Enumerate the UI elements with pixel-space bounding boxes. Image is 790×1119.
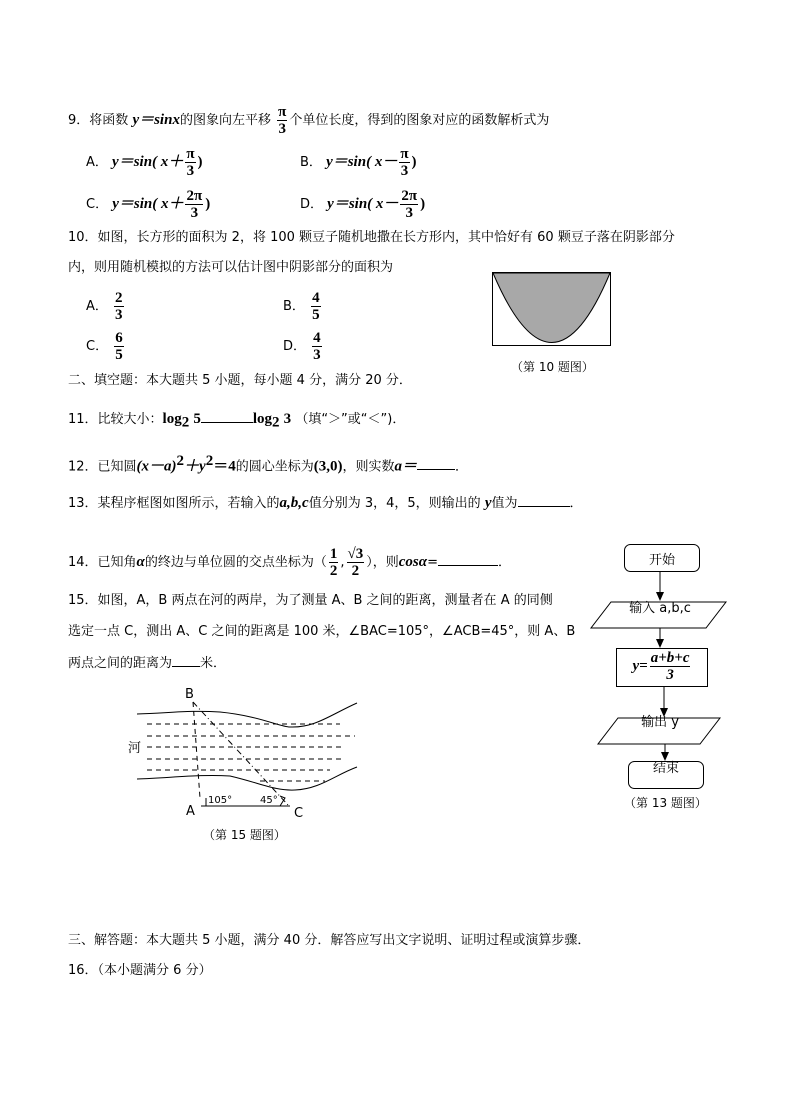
log-base: 2 (181, 414, 190, 431)
log-arg: 3 (283, 411, 292, 427)
q10-caption: （第 10 题图） (511, 360, 594, 374)
center-point: (3,0) (313, 458, 343, 475)
q10-line-2: 内，则用随机模拟的方法可以估计图中阴影部分的面积为 (68, 260, 394, 275)
paren: ) (197, 154, 203, 170)
label-river: 河 (128, 741, 142, 756)
period: ． (569, 496, 583, 511)
q9-option-c (86, 188, 210, 221)
q10-option-b (283, 290, 323, 323)
angle-a-label: 105° (208, 795, 233, 806)
question-12 (68, 452, 468, 476)
question-14: 14．已知角α的终边与单位圆的交点坐标为（ $\frac{1}{2}$ , $\frac{√3}{2}$ ），则cosα= ． (68, 546, 511, 579)
q9-shift-fraction (277, 104, 287, 137)
answer-blank[interactable] (172, 654, 200, 667)
q12-text: ，则实数 (342, 459, 395, 475)
option-label: C． (86, 339, 109, 354)
numerator: √3 (347, 546, 364, 562)
lhs: y= (632, 658, 648, 674)
shaded-parabola (493, 273, 610, 343)
period: ． (497, 555, 511, 570)
q9-option-d (300, 188, 425, 221)
q12-text: 12．已知圆 (68, 459, 137, 475)
denominator: 3 (313, 347, 321, 363)
period: ． (455, 459, 469, 475)
option-fraction (312, 330, 322, 363)
denominator: 2 (329, 563, 338, 579)
q11-text: 11．比较大小： (68, 412, 163, 427)
option-fraction (400, 188, 418, 221)
q13-text: 13．某程序框图如图所示，若输入的 (68, 496, 280, 511)
denominator: 3 (190, 205, 199, 221)
flow-end: 结束 (652, 761, 679, 776)
denominator: 3 (405, 205, 414, 221)
cos-alpha: cosα (398, 554, 428, 570)
q15-line-1: 15．如图，A，B 两点在河的两岸，为了测量 A、B 之间的距离，测量者在 A 的同侧 (68, 593, 553, 608)
option-expr: y＝sin( x－ (326, 154, 398, 170)
equals: = (427, 555, 438, 570)
q11-text: （填“＞”或“＜”)． (295, 412, 406, 427)
section-3-heading: 三、解答题：本大题共 5 小题，满分 40 分．解答应写出文字说明、证明过程或演算步骤． (68, 933, 591, 948)
option-fraction (399, 146, 409, 179)
denominator: 2 (351, 563, 360, 579)
q10-option-d (283, 330, 324, 363)
section-2-heading: 二、填空题：本大题共 5 小题，每小题 4 分，满分 20 分． (68, 373, 412, 388)
log: log (252, 411, 273, 427)
option-expr: y＝sin( x＋ (112, 154, 184, 170)
exponent: 2 (176, 453, 185, 469)
log: log (162, 411, 182, 427)
numerator: 2π (186, 188, 203, 204)
q13-caption: （第 13 题图） (624, 796, 707, 810)
q10-option-c (86, 330, 126, 363)
log-base: 2 (272, 414, 280, 431)
denominator: 3 (400, 163, 409, 179)
flow-process (617, 650, 708, 683)
label-c: C (294, 806, 304, 821)
log-arg: 5 (193, 411, 201, 427)
numerator: π (278, 104, 287, 120)
answer-blank[interactable] (417, 457, 455, 470)
q9-option-a (86, 146, 203, 179)
option-label: B． (300, 155, 322, 170)
q15-line-3 (68, 654, 226, 673)
q15-river-figure (110, 680, 370, 820)
denominator: 3 (186, 163, 195, 179)
q15-text: 两点之间的距离为 (68, 656, 173, 671)
equation: (x－a) (136, 458, 177, 475)
q9-text: 将函数 (89, 113, 129, 128)
q10-option-a (86, 290, 126, 323)
line-ab (193, 702, 200, 798)
option-label: C． (86, 197, 109, 212)
paren: ) (411, 154, 417, 170)
label-b: B (185, 687, 194, 702)
option-label: D． (283, 339, 307, 354)
q14-text: ），则 (366, 555, 399, 570)
question-13 (68, 494, 583, 513)
q9-text: 个单位长度，得到的图象对应的函数解析式为 (289, 113, 550, 128)
option-fraction (185, 188, 203, 221)
q9-text: 的图象向左平移 (179, 113, 271, 128)
line-bc (193, 702, 288, 805)
option-label: D． (300, 197, 324, 212)
numerator: 1 (329, 546, 338, 562)
q15-caption: （第 15 题图） (203, 828, 286, 842)
paren: ) (205, 196, 211, 212)
river-bank-top (137, 703, 357, 727)
q9-function: y＝sinx (132, 112, 180, 128)
option-expr: y＝sin( x－ (327, 196, 399, 212)
numerator: 2π (401, 188, 418, 204)
fraction (329, 546, 339, 579)
numerator: π (186, 146, 195, 162)
answer-blank[interactable] (518, 494, 570, 507)
numerator: a+b+c (650, 650, 690, 666)
exponent: 2 (205, 453, 214, 469)
question-11 (68, 410, 405, 432)
denominator: 3 (278, 121, 286, 137)
answer-blank[interactable] (438, 553, 498, 566)
denominator: 3 (666, 667, 674, 683)
option-fraction (114, 290, 124, 323)
flow-input: 输入 a,b,c (629, 601, 691, 616)
label-a: A (186, 804, 195, 819)
variable: a＝ (394, 458, 418, 475)
alpha: α (136, 554, 145, 570)
numerator: 4 (313, 330, 321, 346)
flow-start: 开始 (648, 553, 675, 568)
denominator: 5 (115, 347, 123, 363)
q9-option-b (300, 146, 417, 179)
option-label: A． (86, 299, 108, 314)
option-label: B． (283, 299, 305, 314)
numerator: 4 (312, 290, 320, 306)
angle-c-label: 45° (260, 795, 278, 806)
q14-text: 14．已知角 (68, 555, 137, 570)
option-fraction (114, 330, 124, 363)
q13-text: 值分别为 3，4，5，则输出的 (308, 496, 481, 511)
fraction (347, 546, 365, 579)
flow-output: 输出 y (641, 715, 679, 730)
q15-line-2: 选定一点 C，测出 A、C 之间的距离是 100 米，∠BAC=105°，∠ACB=45°，则 A、B (68, 624, 576, 639)
q14-text: 的终边与单位圆的交点坐标为（ (144, 555, 327, 570)
denominator: 5 (312, 307, 320, 323)
equation: ＝4 (213, 458, 236, 475)
option-fraction (185, 146, 195, 179)
variable: y (484, 495, 492, 511)
q10-figure (492, 272, 612, 347)
variables: a,b,c (279, 495, 309, 511)
q15-text: 米． (200, 656, 227, 671)
q12-text: 的圆心坐标为 (235, 459, 314, 475)
answer-blank[interactable] (201, 410, 253, 423)
option-label: A． (86, 155, 108, 170)
option-expr: y＝sin( x＋ (112, 196, 184, 212)
numerator: 2 (115, 290, 123, 306)
q13-text: 值为 (491, 496, 518, 511)
q9-number: 9． (68, 113, 90, 128)
numerator: 6 (115, 330, 123, 346)
numerator: π (400, 146, 409, 162)
question-16: 16．（本小题满分 6 分） (68, 963, 212, 978)
fraction (650, 650, 691, 683)
denominator: 3 (115, 307, 123, 323)
question-9 (68, 104, 549, 137)
q10-line-1: 10．如图，长方形的面积为 2，将 100 颗豆子随机地撒在长方形内，其中恰好有 60 颗豆子落在阴影部分 (68, 230, 675, 245)
equation: ＋y (184, 458, 206, 475)
option-fraction (311, 290, 321, 323)
paren: ) (420, 196, 426, 212)
